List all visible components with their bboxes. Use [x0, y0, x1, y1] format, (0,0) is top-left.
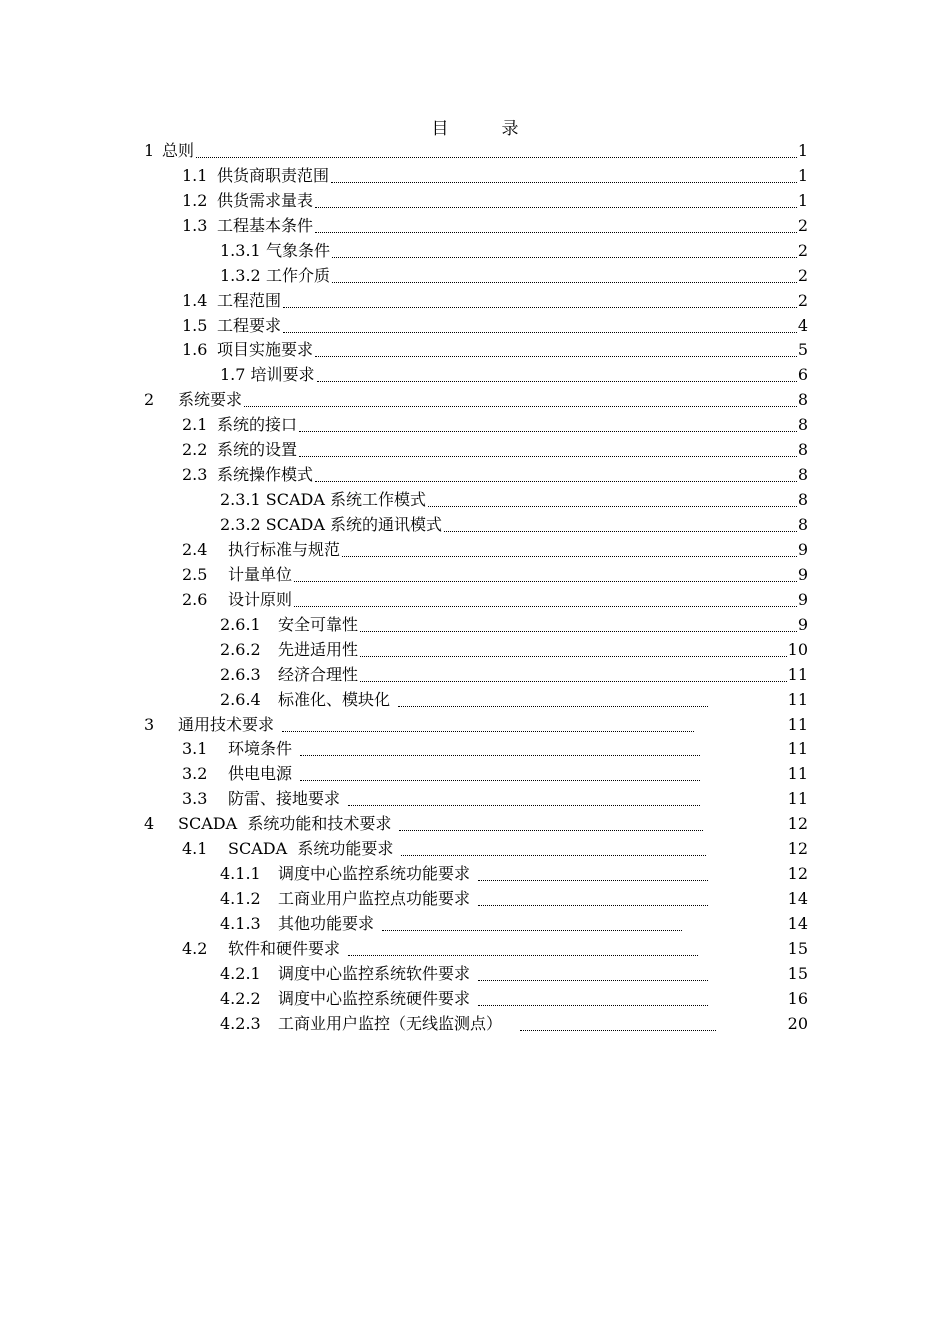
- toc-entry[interactable]: [144, 513, 808, 538]
- toc-entry[interactable]: [144, 488, 808, 513]
- toc-entry-page: 12: [787, 839, 808, 859]
- dot-leader: [282, 713, 694, 738]
- toc-entry-title: 执行标准与规范: [228, 539, 341, 559]
- dot-leader: [332, 239, 797, 264]
- dot-leader: [360, 613, 797, 638]
- toc-entry-title: 通用技术要求: [178, 714, 275, 734]
- toc-entry[interactable]: [144, 563, 808, 588]
- toc-entry[interactable]: [144, 538, 808, 563]
- toc-entry[interactable]: [144, 239, 808, 264]
- toc-entry[interactable]: [144, 688, 808, 713]
- toc-entry-number: 2.1: [182, 415, 208, 435]
- toc-entry-page: 15: [787, 963, 808, 983]
- toc-entry-page: 1: [797, 190, 808, 210]
- toc-entry-title: 项目实施要求: [217, 340, 314, 360]
- dot-leader: [398, 688, 708, 713]
- toc-entry-number: 2.3: [182, 465, 208, 485]
- toc-entry-number: 1.3: [182, 215, 208, 235]
- toc-entry-title: 系统的设置: [217, 440, 298, 460]
- toc-entry-number: 2.4: [182, 539, 208, 559]
- toc-entry-number: 4.2: [182, 938, 208, 958]
- toc-entry-page: 11: [787, 739, 808, 759]
- toc-entry[interactable]: [144, 812, 808, 837]
- toc-entry[interactable]: [144, 1012, 808, 1037]
- toc-entry-number: 3: [144, 714, 155, 734]
- dot-leader: [382, 912, 682, 937]
- toc-entry-title: 总则: [162, 140, 195, 160]
- toc-entry-page: 8: [797, 465, 808, 485]
- dot-leader: [478, 862, 708, 887]
- toc-entry-number: 4.2.2: [220, 988, 261, 1008]
- toc-entry-page: 14: [787, 889, 808, 909]
- toc-entry[interactable]: [144, 738, 808, 763]
- toc-entry-page: 15: [787, 938, 808, 958]
- dot-leader: [348, 787, 700, 812]
- toc-entry-title: 工作介质: [266, 265, 331, 285]
- toc-entry[interactable]: [144, 663, 808, 688]
- toc-entry-title: 计量单位: [228, 564, 293, 584]
- toc-entry-title: 工程基本条件: [217, 215, 314, 235]
- toc-entry-page: 2: [797, 265, 808, 285]
- dot-leader: [331, 164, 797, 189]
- toc-entry-number: 1.2: [182, 190, 208, 210]
- toc-entry[interactable]: [144, 613, 808, 638]
- toc-entry-title: 软件和硬件要求: [228, 938, 341, 958]
- toc-entry[interactable]: [144, 787, 808, 812]
- toc-entry-number: 1.1: [182, 165, 208, 185]
- dot-leader: [360, 638, 787, 663]
- toc-entry-number: 1.5: [182, 315, 208, 335]
- toc-entry-page: 2: [797, 290, 808, 310]
- table-of-contents: [144, 139, 808, 1037]
- toc-entry-page: 8: [797, 440, 808, 460]
- toc-entry-page: 10: [787, 639, 808, 659]
- toc-entry-number: 3.1: [182, 739, 208, 759]
- toc-entry-title: 系统要求: [178, 390, 243, 410]
- toc-entry[interactable]: [144, 912, 808, 937]
- toc-entry-title: 1.7 培训要求: [220, 365, 315, 385]
- toc-entry[interactable]: [144, 264, 808, 289]
- toc-entry-title: 环境条件: [228, 739, 293, 759]
- toc-entry-number: 3.2: [182, 764, 208, 784]
- toc-entry-title: 系统的接口: [217, 415, 298, 435]
- toc-entry-page: 11: [787, 689, 808, 709]
- dot-leader: [294, 588, 797, 613]
- toc-entry[interactable]: [144, 638, 808, 663]
- toc-entry-page: 8: [797, 490, 808, 510]
- dot-leader: [399, 812, 703, 837]
- toc-entry-number: 2.6.1: [220, 614, 261, 634]
- dot-leader: [315, 189, 797, 214]
- toc-entry-page: 11: [787, 664, 808, 684]
- toc-entry-number: 2.6.4: [220, 689, 261, 709]
- dot-leader: [283, 314, 797, 339]
- toc-entry[interactable]: [144, 862, 808, 887]
- toc-entry-title: 系统操作模式: [217, 465, 314, 485]
- toc-entry[interactable]: [144, 339, 808, 364]
- toc-entry-number: 2.6.3: [220, 664, 261, 684]
- toc-entry[interactable]: [144, 139, 808, 164]
- toc-entry-page: 11: [787, 714, 808, 734]
- dot-leader: [300, 762, 700, 787]
- toc-entry-number: 4.1: [182, 839, 208, 859]
- toc-entry[interactable]: [144, 463, 808, 488]
- toc-entry-title: 2.3.1 SCADA 系统工作模式: [220, 490, 427, 510]
- toc-entry-title: 标准化、模块化: [278, 689, 391, 709]
- dot-leader: [299, 413, 797, 438]
- dot-leader: [294, 563, 797, 588]
- toc-entry-number: 2.6.2: [220, 639, 261, 659]
- dot-leader: [478, 887, 708, 912]
- toc-entry[interactable]: [144, 762, 808, 787]
- toc-entry-page: 6: [797, 365, 808, 385]
- dot-leader: [520, 1012, 716, 1037]
- toc-entry[interactable]: [144, 214, 808, 239]
- toc-entry-page: 12: [787, 864, 808, 884]
- toc-entry-page: 16: [787, 988, 808, 1008]
- toc-entry-page: 1: [797, 165, 808, 185]
- toc-entry[interactable]: [144, 713, 808, 738]
- toc-entry-title: SCADA 系统功能要求: [228, 839, 394, 859]
- dot-leader: [428, 488, 797, 513]
- toc-entry-page: 4: [797, 315, 808, 335]
- toc-entry[interactable]: [144, 438, 808, 463]
- toc-entry-number: 3.3: [182, 789, 208, 809]
- dot-leader: [401, 837, 706, 862]
- toc-entry-page: 9: [797, 539, 808, 559]
- toc-entry[interactable]: [144, 164, 808, 189]
- dot-leader: [244, 388, 797, 413]
- toc-entry[interactable]: [144, 289, 808, 314]
- toc-entry-page: 1: [797, 140, 808, 160]
- toc-entry-number: 1.3.2: [220, 265, 261, 285]
- toc-entry-title: 供电电源: [228, 764, 293, 784]
- toc-entry-page: 12: [787, 814, 808, 834]
- toc-entry-title: SCADA 系统功能和技术要求: [178, 814, 392, 834]
- toc-entry-title: 2.3.2 SCADA 系统的通讯模式: [220, 515, 443, 535]
- toc-entry-number: 4.1.3: [220, 914, 261, 934]
- toc-entry-page: 2: [797, 215, 808, 235]
- toc-entry-number: 2.2: [182, 440, 208, 460]
- toc-entry-page: 11: [787, 789, 808, 809]
- toc-entry-page: 8: [797, 390, 808, 410]
- toc-entry-number: 1.6: [182, 340, 208, 360]
- toc-entry-title: 先进适用性: [278, 639, 359, 659]
- toc-entry[interactable]: [144, 887, 808, 912]
- toc-entry-number: 4.1.1: [220, 864, 261, 884]
- toc-entry-number: 4: [144, 814, 155, 834]
- toc-entry-title: 供货商职责范围: [217, 165, 330, 185]
- toc-entry-page: 11: [787, 764, 808, 784]
- toc-entry-number: 4.1.2: [220, 889, 261, 909]
- dot-leader: [342, 538, 797, 563]
- dot-leader: [332, 264, 797, 289]
- dot-leader: [444, 513, 797, 538]
- toc-entry-page: 2: [797, 240, 808, 260]
- toc-entry-title: 调度中心监控系统硬件要求: [278, 988, 471, 1008]
- toc-entry-number: 4.2.1: [220, 963, 261, 983]
- dot-leader: [315, 214, 797, 239]
- toc-entry[interactable]: [144, 937, 808, 962]
- toc-entry[interactable]: [144, 189, 808, 214]
- toc-entry[interactable]: [144, 388, 808, 413]
- dot-leader: [283, 289, 797, 314]
- toc-entry-number: 1.3.1: [220, 240, 261, 260]
- toc-entry-page: 5: [797, 340, 808, 360]
- toc-entry-number: 2.6: [182, 589, 208, 609]
- toc-entry-title: 气象条件: [266, 240, 331, 260]
- toc-entry-number: 1: [144, 140, 155, 160]
- toc-entry-page: 8: [797, 515, 808, 535]
- toc-entry-title: 工程范围: [217, 290, 282, 310]
- toc-entry[interactable]: [144, 962, 808, 987]
- toc-entry[interactable]: [144, 314, 808, 339]
- toc-entry-title: 调度中心监控系统软件要求: [278, 963, 471, 983]
- toc-title: 目 录: [431, 119, 537, 139]
- toc-entry-page: 9: [797, 589, 808, 609]
- toc-entry-page: 20: [787, 1013, 808, 1033]
- toc-entry-title: 设计原则: [228, 589, 293, 609]
- dot-leader: [478, 987, 708, 1012]
- toc-entry[interactable]: [144, 413, 808, 438]
- dot-leader: [315, 339, 797, 364]
- toc-entry-page: 9: [797, 564, 808, 584]
- toc-entry-title: 工商业用户监控（无线监测点）: [278, 1013, 503, 1033]
- toc-entry-page: 8: [797, 415, 808, 435]
- toc-entry-number: 4.2.3: [220, 1013, 261, 1033]
- toc-entry-title: 工程要求: [217, 315, 282, 335]
- dot-leader: [315, 463, 797, 488]
- dot-leader: [317, 363, 797, 388]
- dot-leader: [196, 139, 797, 164]
- toc-entry[interactable]: [144, 837, 808, 862]
- toc-entry[interactable]: [144, 363, 808, 388]
- dot-leader: [300, 738, 700, 763]
- dot-leader: [348, 937, 698, 962]
- toc-entry-number: 2.5: [182, 564, 208, 584]
- toc-entry-page: 9: [797, 614, 808, 634]
- toc-entry-title: 安全可靠性: [278, 614, 359, 634]
- toc-entry-title: 其他功能要求: [278, 914, 375, 934]
- toc-entry-title: 防雷、接地要求: [228, 789, 341, 809]
- toc-entry-page: 14: [787, 914, 808, 934]
- toc-entry-number: 1.4: [182, 290, 208, 310]
- toc-entry-title: 经济合理性: [278, 664, 359, 684]
- toc-entry[interactable]: [144, 588, 808, 613]
- toc-entry-title: 供货需求量表: [217, 190, 314, 210]
- dot-leader: [360, 663, 787, 688]
- toc-entry-title: 调度中心监控系统功能要求: [278, 864, 471, 884]
- toc-entry-title: 工商业用户监控点功能要求: [278, 889, 471, 909]
- toc-entry-number: 2: [144, 390, 155, 410]
- dot-leader: [478, 962, 708, 987]
- toc-entry[interactable]: [144, 987, 808, 1012]
- dot-leader: [299, 438, 797, 463]
